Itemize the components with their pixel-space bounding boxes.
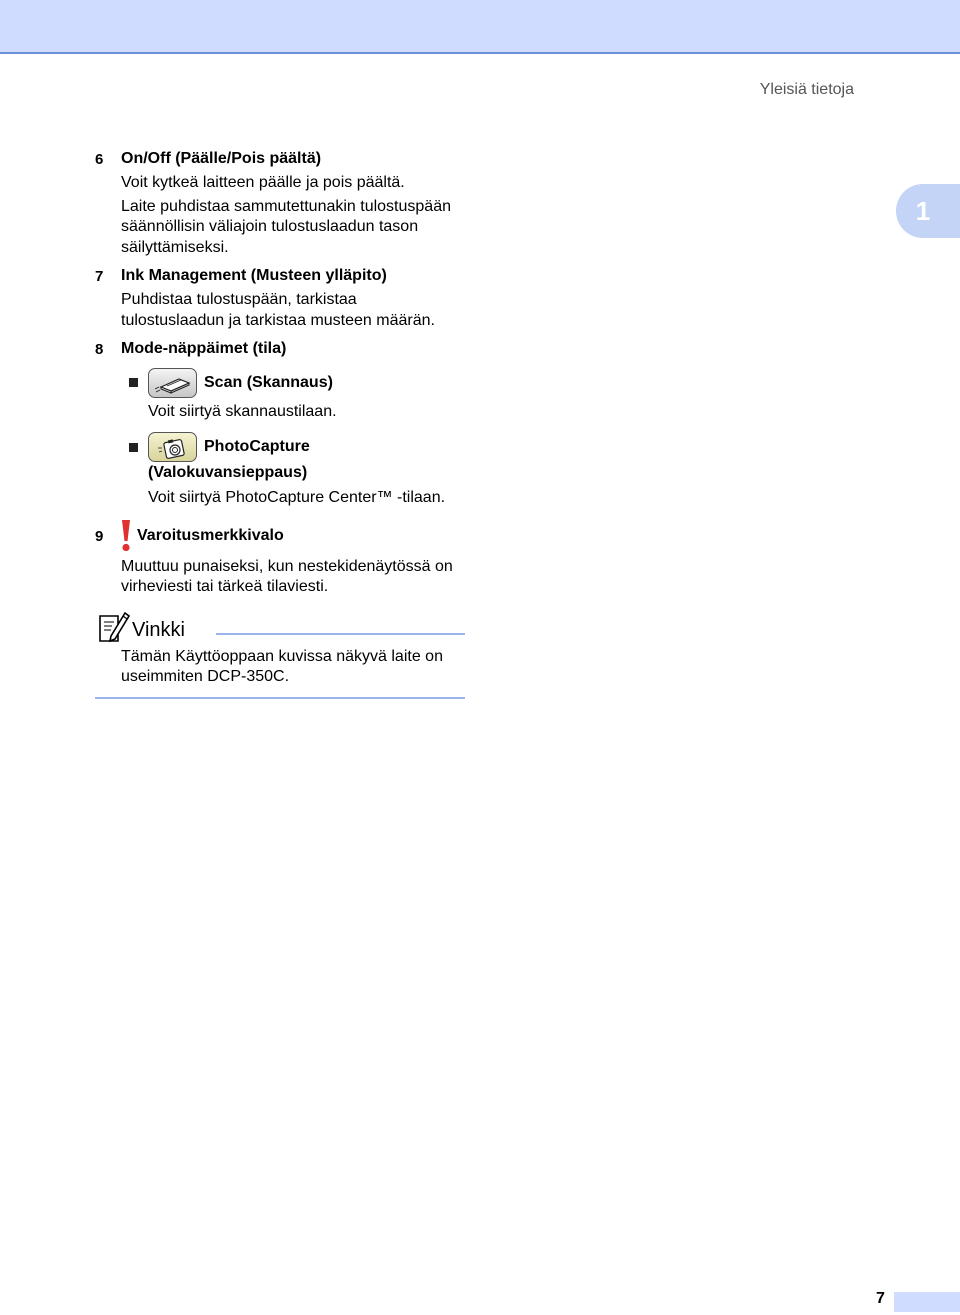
photocapture-mode-description: Voit siirtyä PhotoCapture Center™ -tilaan. (148, 489, 446, 506)
note-text-line: Tämän Käyttöoppaan kuvissa näkyvä laite on (121, 648, 443, 665)
photocapture-mode-label-finnish: (Valokuvansieppaus) (148, 464, 308, 481)
bullet (129, 378, 138, 387)
scan-mode-label: Scan (Skannaus) (204, 374, 333, 391)
note-bottom-rule (95, 697, 465, 699)
item-number-7: 7 (95, 268, 104, 285)
item-text-line: Puhdistaa tulostuspään, tarkistaa (121, 291, 357, 308)
note-text-line: useimmiten DCP-350C. (121, 668, 290, 685)
note-pencil-icon (97, 610, 131, 644)
item-text-line: Laite puhdistaa sammutettunakin tulostuspään (121, 198, 451, 215)
photocapture-mode-label: PhotoCapture (204, 438, 310, 455)
camera-icon (148, 432, 197, 462)
item-text-line: Voit kytkeä laitteen päälle ja pois päältä. (121, 174, 405, 191)
item-title-mode-keys: Mode-näppäimet (tila) (121, 340, 287, 357)
bullet (129, 443, 138, 452)
item-text-line: tulostuslaadun ja tarkistaa musteen määrän. (121, 312, 435, 329)
page-number-band (894, 1292, 960, 1312)
item-text-line: säännöllisin väliajoin tulostuslaadun tason (121, 218, 419, 235)
warning-exclamation-icon (119, 519, 133, 553)
item-title-ink-management: Ink Management (Musteen ylläpito) (121, 267, 387, 284)
note-top-rule (216, 633, 465, 635)
chapter-tab-number: 1 (915, 196, 931, 226)
note-title: Vinkki (132, 619, 185, 641)
item-number-9: 9 (95, 528, 104, 545)
top-header-band (0, 0, 960, 54)
scan-mode-description: Voit siirtyä skannaustilaan. (148, 403, 337, 420)
running-header-title: Yleisiä tietoja (759, 81, 854, 98)
chapter-tab (896, 184, 960, 238)
item-title-warning-light: Varoitusmerkkivalo (137, 527, 284, 544)
item-title-onoff: On/Off (Päälle/Pois päältä) (121, 150, 322, 167)
scanner-icon (148, 368, 197, 398)
item-number-8: 8 (95, 341, 104, 358)
page-number: 7 (876, 1290, 885, 1307)
item-text-line: virheviesti tai tärkeä tilaviesti. (121, 578, 329, 595)
item-number-6: 6 (95, 151, 104, 168)
item-text-line: säilyttämiseksi. (121, 239, 229, 256)
item-text-line: Muuttuu punaiseksi, kun nestekidenäytössä on (121, 558, 453, 575)
